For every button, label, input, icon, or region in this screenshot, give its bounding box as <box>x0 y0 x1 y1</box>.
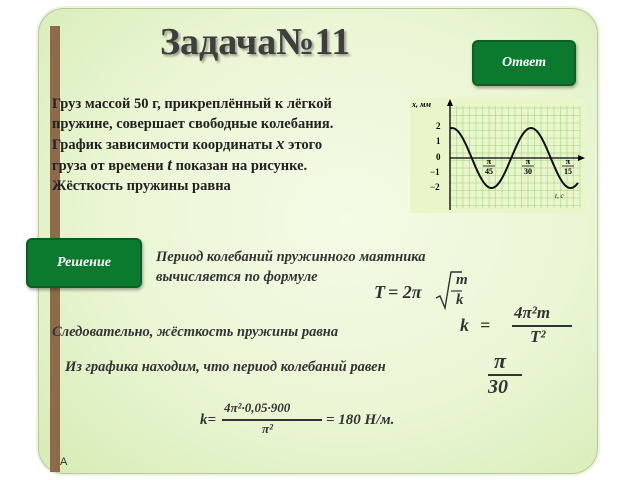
formula-k-num: 4π²m <box>514 303 551 322</box>
corner-letter: A <box>60 456 68 468</box>
problem-line-2: пружине, совершает свободные колебания. <box>52 116 334 132</box>
x-tick-3-num: π <box>565 157 571 166</box>
t-axis-label: t, с <box>555 192 564 200</box>
problem-line-3: График зависимости координаты <box>52 137 273 153</box>
answer-button[interactable] <box>472 40 576 86</box>
formula-T-den: 30 <box>488 376 508 398</box>
formula-T-num: π <box>494 348 507 373</box>
problem-line-3b: этого <box>288 137 323 153</box>
y-tick-0: 0 <box>436 152 441 162</box>
y-axis-label: x, мм <box>412 100 431 109</box>
formula-k-den: T² <box>530 327 546 346</box>
formula-k-eq: = <box>480 315 491 335</box>
y-tick-neg1: −1 <box>430 167 440 177</box>
formula-T-value <box>484 348 534 400</box>
solution-button[interactable] <box>26 238 142 288</box>
solution-text-period-from-graph: Из графика находим, что период колебаний равен <box>65 359 386 375</box>
page-title: Задача№11 <box>160 21 351 63</box>
problem-line-5: Жёсткость пружины равна <box>52 178 231 194</box>
answer-button-label: Ответ <box>501 55 546 70</box>
formula-period-lhs: T <box>374 282 385 302</box>
x-tick-2-num: π <box>525 157 531 166</box>
problem-line-1: Груз массой 50 г, прикреплённый к лёгкой <box>52 96 332 112</box>
x-tick-2-den: 30 <box>524 167 532 176</box>
formula-final <box>198 400 438 444</box>
formula-k <box>456 303 586 349</box>
x-tick-1-num: π <box>486 157 492 166</box>
formula-final-den: π² <box>262 421 273 436</box>
formula-period-num: m <box>456 272 468 288</box>
problem-line-4b: показан на рисунке. <box>175 158 308 174</box>
problem-line-4: груза от времени <box>52 158 164 174</box>
solution-button-label: Решение <box>57 255 111 270</box>
y-tick-1: 1 <box>436 136 441 146</box>
formula-period-eq: = 2π <box>388 282 422 302</box>
formula-k-lhs: k <box>460 315 469 335</box>
y-tick-2: 2 <box>436 121 441 131</box>
variable-x: x <box>276 134 285 153</box>
y-tick-neg2: −2 <box>430 182 440 192</box>
formula-period-den: k <box>456 292 464 308</box>
solution-text-stiffness: Следовательно, жёсткость пружины равна <box>52 324 339 340</box>
problem-text <box>52 94 407 196</box>
solution-text-period: Период колебаний пружинного маятника вычисляется по формуле <box>156 249 426 285</box>
formula-final-num: 4π²·0,05·900 <box>224 400 291 415</box>
variable-t: t <box>167 155 172 174</box>
x-tick-1-den: 45 <box>485 167 493 176</box>
formula-final-rhs: = 180 Н/м. <box>326 412 395 428</box>
x-tick-3-den: 15 <box>564 167 572 176</box>
oscillation-graph <box>410 98 585 213</box>
formula-final-lhs: k= <box>200 412 217 428</box>
